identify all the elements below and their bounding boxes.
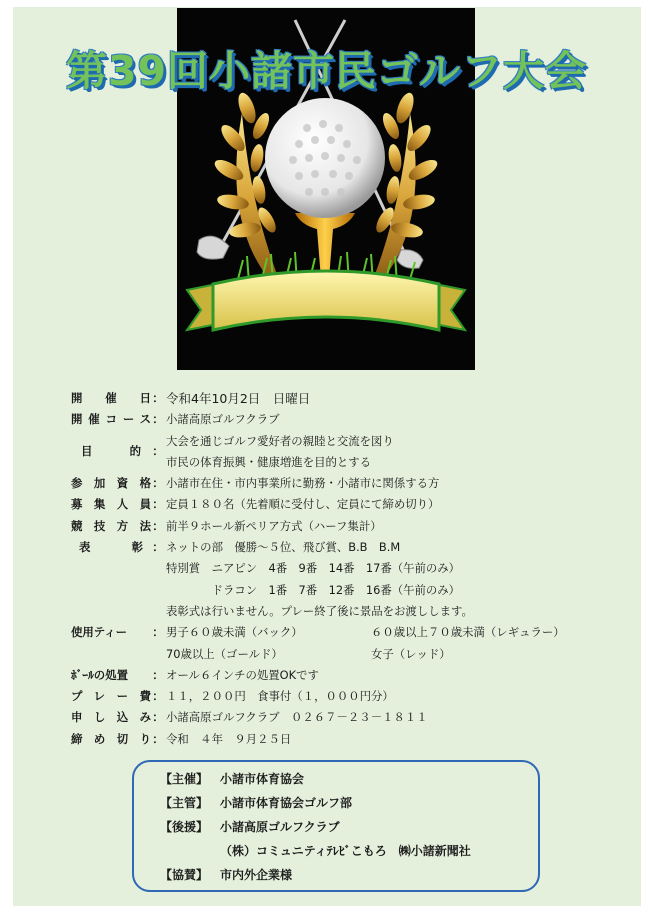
capacity-label: 募集人員: [71, 497, 151, 512]
colon: ：: [152, 689, 164, 704]
support-label: 【後援】: [160, 820, 209, 834]
tees-men-under60: 男子６０歳未満（バック）: [166, 625, 303, 640]
detail-row-tees-2: [71, 644, 631, 665]
ball-value: オール６インチの処置OKです: [166, 667, 319, 682]
date-label: 開催日: [71, 391, 151, 405]
colon: ：: [152, 625, 164, 640]
detail-row-eligibility: [71, 473, 631, 494]
sponsor-label: 【協賛】: [160, 868, 209, 882]
tees-over70: 70歳以上（ゴールド）: [166, 646, 283, 661]
support-value: 小諸高原ゴルフクラブ: [220, 820, 340, 834]
support-value-2: （株）コミュニティﾃﾚﾋﾞこもろ ㈱小諸新聞社: [220, 844, 471, 858]
awards-note: 表彰式は行いません。プレー終了後に景品をお渡しします。: [166, 603, 473, 618]
tees-60-to-70: ６０歳以上７０歳未満（レギュラー）: [371, 625, 565, 640]
eligibility-value: 小諸市在住・市内事業所に勤務・小諸市に関係する方: [166, 476, 440, 491]
date-value: 令和4年10月2日 日曜日: [166, 391, 311, 406]
colon: ：: [152, 518, 164, 533]
detail-row-deadline: [71, 729, 631, 750]
deadline-label: 締め切り: [71, 731, 151, 746]
fee-label: プレー費: [71, 689, 151, 704]
colon: ：: [152, 412, 164, 427]
colon: ：: [152, 476, 164, 491]
organizers-box: [132, 760, 540, 892]
colon: ：: [152, 497, 164, 512]
purpose-value-2: 市民の体育振興・健康増進を目的とする: [166, 454, 372, 469]
detail-row-apply: [71, 707, 631, 728]
support-row-2: [220, 842, 471, 859]
tees-label: 使用ティー: [71, 625, 128, 640]
manager-label: 【主管】: [160, 796, 209, 810]
fee-value: １１，２００円 食事付（１，０００円分）: [166, 689, 394, 704]
format-label: 競技方法: [71, 518, 151, 533]
event-details: [71, 388, 631, 750]
awards-value: ネットの部 優勝～５位、飛び賞、B.B B.M: [166, 540, 401, 555]
manager-value: 小諸市体育協会ゴルフ部: [220, 796, 353, 810]
detail-row-fee: [71, 686, 631, 707]
colon: ：: [152, 731, 164, 746]
detail-row-capacity: [71, 494, 631, 515]
organizer-row: [160, 770, 304, 787]
ball-label: ﾎﾞｰﾙの処置: [71, 667, 128, 682]
awards-label: 表彰: [79, 540, 143, 555]
organizer-label: 【主催】: [160, 772, 209, 786]
support-row: [160, 818, 340, 835]
course-label: 開催コース: [71, 412, 151, 427]
apply-value: 小諸高原ゴルフクラブ ０２６７－２３－１８１１: [166, 710, 428, 725]
detail-row-awards-2: [71, 558, 631, 579]
course-value: 小諸高原ゴルフクラブ: [166, 412, 280, 427]
colon: ：: [152, 667, 164, 682]
detail-row-awards: [71, 537, 631, 558]
organizer-value: 小諸市体育協会: [220, 772, 305, 786]
format-value: 前半９ホール新ペリア方式（ハーフ集計）: [166, 518, 382, 533]
colon: ：: [152, 710, 164, 725]
detail-row-purpose-2: [71, 452, 631, 473]
sponsor-value: 市内外企業様: [220, 868, 293, 882]
purpose-value: 大会を通じゴルフ愛好者の親睦と交流を図り: [166, 433, 394, 448]
eligibility-label: 参加資格: [71, 476, 151, 491]
detail-row-purpose: [71, 431, 631, 458]
tees-women: 女子（レッド）: [371, 646, 451, 661]
colon: ：: [152, 540, 164, 555]
detail-row-format: [71, 516, 631, 537]
page-title: 第39回小諸市民ゴルフ大会: [65, 47, 588, 95]
awards-special-nearpin: 特別賞 ニアピン 4番 9番 14番 17番（午前のみ）: [166, 561, 461, 576]
colon: ：: [152, 443, 164, 458]
detail-row-ball: [71, 665, 631, 686]
sponsor-row: [160, 866, 292, 883]
colon: ：: [152, 391, 164, 405]
capacity-value: 定員１８０名（先着順に受付し、定員にて締め切り）: [166, 497, 440, 512]
detail-row-date: [71, 388, 631, 409]
deadline-value: 令和 ４年 ９月２５日: [166, 731, 292, 746]
awards-special-drive: ドラコン 1番 7番 12番 16番（午前のみ）: [166, 582, 461, 597]
apply-label: 申し込み: [71, 710, 151, 725]
detail-row-course: [71, 409, 631, 430]
detail-row-awards-4: [71, 601, 631, 622]
manager-row: [160, 794, 352, 811]
detail-row-awards-3: [71, 580, 631, 601]
detail-row-tees: [71, 622, 631, 643]
purpose-label: 目的: [81, 443, 141, 458]
